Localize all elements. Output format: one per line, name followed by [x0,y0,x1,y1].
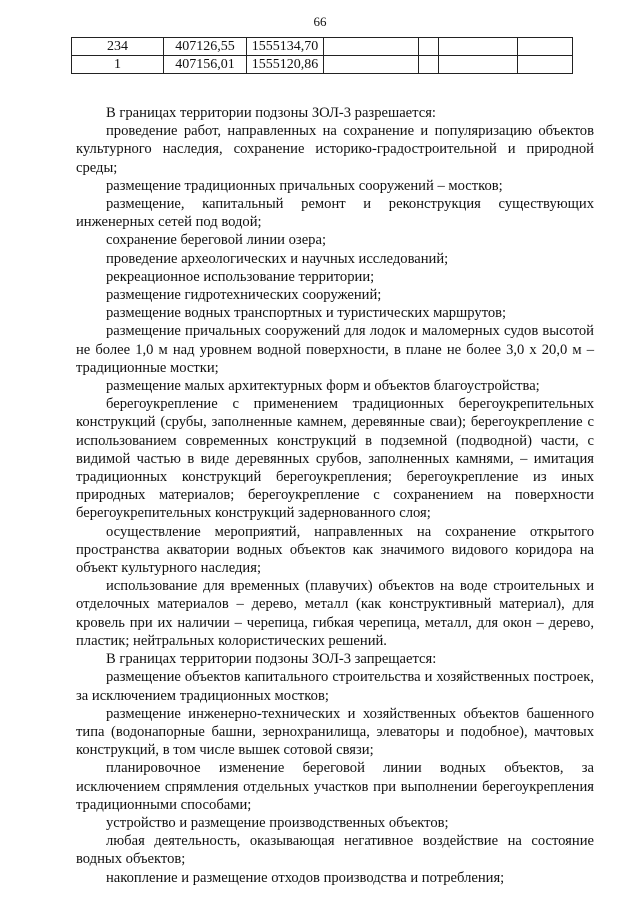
table-cell [439,56,518,74]
list-item: размещение, капитальный ремонт и реконструкция существующих инженерных сетей под водой; [76,196,594,231]
table-cell [439,38,518,56]
list-item: размещение традиционных причальных сооружений – мостков; [106,177,503,194]
list-item: использование для временных (плавучих) объектов на воде строительных и отделочных материалов – дерево, металл (как конструктивный материал), для кровель при их наличии – черепица, гибкая черепица, металл, для окон – дерево, пластик; нейтральных колористических решений. [76,578,594,649]
list-item: рекреационное использование территории; [106,268,375,285]
table-cell: 1 [72,56,164,74]
list-item: размещение гидротехнических сооружений; [106,287,382,304]
table-row [72,56,573,74]
list-item: размещение водных транспортных и туристических маршрутов; [106,305,507,322]
list-item: проведение работ, направленных на сохранение и популяризацию объектов культурного наследия, сохранение историко-градостроительной и природной среды; [76,123,594,176]
table-cell [518,38,573,56]
section-heading-allowed: В границах территории подзоны ЗОЛ-3 разрешается: [106,105,436,121]
list-item: любая деятельность, оказывающая негативное воздействие на состояние водных объектов; [76,833,594,868]
list-item: осуществление мероприятий, направленных на сохранение открытого пространства акватории водных объектов как значимого видового коридора на объект культурного наследия; [76,523,594,577]
list-item: сохранение береговой линии озера; [106,232,327,249]
list-item: проведение археологических и научных исследований; [106,250,449,267]
list-item: размещение объектов капитального строительства и хозяйственных построек, за исключением традиционных мостков; [76,669,594,704]
table-cell [518,56,573,74]
list-item: устройство и размещение производственных объектов; [106,814,449,831]
list-item: размещение малых архитектурных форм и объектов благоустройства; [106,378,540,395]
table-row [72,38,573,56]
list-item: берегоукрепление с применением традиционных берегоукрепительных конструкций (срубы, заполненные камнем, деревянные сваи); берегоукрепление с использованием современных конструкций в подземной (подводной) части, с видимой частью в виде деревянных срубов, заполненных камнями, – имитация традиционных конструкций берегоукрепления; берегоукрепление из иных природных материалов; берегоукрепление с сохранением на поверхности берегоукрепительных конструкций задернованного слоя; [76,396,594,522]
list-item: размещение инженерно-технических и хозяйственных объектов башенного типа (водонапорные башни, зернохранилища, элеваторы и подобное), мачтовых конструкций, в том числе вышек сотовой связи; [76,705,594,759]
table-cell: 1555120,86 [247,56,324,74]
table-cell: 234 [72,38,164,56]
table-cell: 407156,01 [164,56,247,74]
list-item: размещение причальных сооружений для лодок и маломерных судов высотой не более 1,0 м над уровнем водной поверхности, в плане не более 3,0 х 20,0 м – традиционные мостки; [76,323,594,376]
table-cell [324,38,419,56]
table-cell: 407126,55 [164,38,247,56]
document-body [76,104,594,887]
table-cell [419,56,439,74]
page-number: 66 [313,14,327,29]
table-cell [324,56,419,74]
list-item: планировочное изменение береговой линии водных объектов, за исключением спрямления отдельных участков при выполнении берегоукрепления традиционными способами; [76,760,594,813]
list-item: накопление и размещение отходов производства и потребления; [106,869,505,886]
table-cell: 1555134,70 [247,38,324,56]
section-heading-prohibited: В границах территории подзоны ЗОЛ-3 запрещается: [106,651,437,668]
table-cell [419,38,439,56]
coordinates-table [71,37,573,74]
